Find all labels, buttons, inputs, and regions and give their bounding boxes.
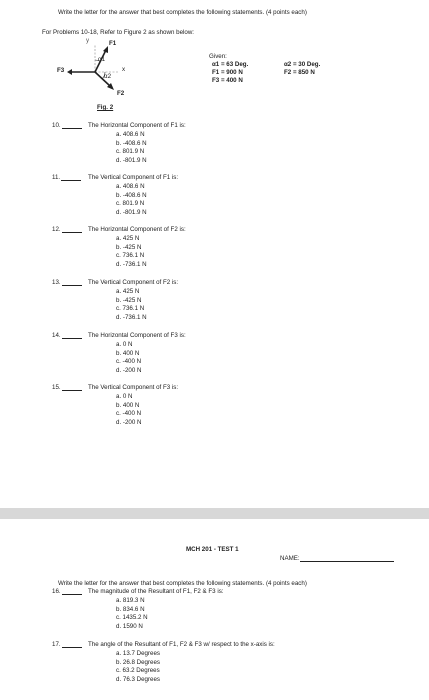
answer-blank[interactable] <box>62 226 82 233</box>
question-number: 17. <box>52 641 61 648</box>
question-text: The Vertical Component of F1 is: <box>88 174 179 181</box>
figure-caption: Fig. 2 <box>97 104 114 111</box>
test-header: MCH 201 - TEST 1 <box>186 546 239 553</box>
question-14 <box>52 332 312 378</box>
page2-instruction: Write the letter for the answer that best completes the following statements. (4 points each) <box>58 580 307 587</box>
option-c: c. 63.2 Degrees <box>116 667 160 674</box>
option-c: c. 1435.2 N <box>116 614 148 621</box>
question-number: 16. <box>52 588 61 595</box>
option-d: d. 1590 N <box>116 622 143 630</box>
answer-blank[interactable] <box>61 174 81 181</box>
answer-blank[interactable] <box>62 332 82 339</box>
option-a: a. 408.6 N <box>116 131 145 138</box>
f3-label: F3 <box>57 67 65 74</box>
question-text: The Horizontal Component of F1 is: <box>88 122 186 129</box>
option-b: b. -425 N <box>116 296 142 304</box>
y-axis-label: y <box>86 37 90 44</box>
question-10 <box>52 122 312 168</box>
question-text: The Vertical Component of F3 is: <box>88 384 179 391</box>
given-alpha2: α2 = 30 Deg. <box>284 61 321 68</box>
question-number: 14. <box>52 332 61 339</box>
question-17 <box>52 641 392 687</box>
given-f2: F2 = 850 N <box>284 69 315 76</box>
option-c: c. -400 N <box>116 410 142 417</box>
given-title: Given: <box>209 53 227 60</box>
figure-2 <box>55 38 155 106</box>
page-separator <box>0 508 429 519</box>
question-number: 10. <box>52 122 61 129</box>
option-a: a. 819.3 N <box>116 597 145 604</box>
answer-blank[interactable] <box>62 588 82 595</box>
option-b: b. -408.6 N <box>116 191 147 199</box>
option-c: c. 801.9 N <box>116 148 145 155</box>
question-text: The magnitude of the Resultant of F1, F2 & F3 is: <box>88 588 224 595</box>
answer-blank[interactable] <box>62 279 82 286</box>
f1-arrowhead <box>103 46 108 53</box>
question-number: 15. <box>52 384 61 391</box>
option-b: b. 834.6 N <box>116 605 145 613</box>
name-label: NAME: <box>280 555 300 562</box>
question-16 <box>52 588 352 634</box>
given-alpha1: α1 = 63 Deg. <box>212 61 249 68</box>
option-d: d. -200 N <box>116 418 142 426</box>
option-d: d. -801.9 N <box>116 208 147 216</box>
option-c: c. -400 N <box>116 358 142 365</box>
option-a: a. 0 N <box>116 341 133 348</box>
option-d: d. -736.1 N <box>116 260 147 268</box>
option-d: d. -736.1 N <box>116 313 147 321</box>
question-text: The Horizontal Component of F2 is: <box>88 226 186 233</box>
f3-arrowhead <box>67 69 72 75</box>
question-11 <box>52 174 312 220</box>
given-f1: F1 = 900 N <box>212 69 243 76</box>
alpha2-label: α2 <box>104 73 112 80</box>
option-d: d. 76.3 Degrees <box>116 675 161 683</box>
answer-blank[interactable] <box>62 641 82 648</box>
answer-blank[interactable] <box>62 122 82 129</box>
answer-blank[interactable] <box>62 384 82 391</box>
question-text: The angle of the Resultant of F1, F2 & F3 w/ respect to the x-axis is: <box>88 641 275 648</box>
option-c: c. 736.1 N <box>116 252 145 259</box>
question-12 <box>52 226 312 272</box>
page1-instruction: Write the letter for the answer that best completes the following statements. (4 points each) <box>58 9 307 16</box>
question-text: The Horizontal Component of F3 is: <box>88 332 186 339</box>
given-f3: F3 = 400 N <box>212 77 243 84</box>
question-number: 12. <box>52 226 61 233</box>
option-b: b. -408.6 N <box>116 139 147 147</box>
question-text: The Vertical Component of F2 is: <box>88 279 179 286</box>
option-d: d. -200 N <box>116 366 142 374</box>
option-b: b. -425 N <box>116 243 142 251</box>
option-a: a. 0 N <box>116 393 133 400</box>
question-number: 13. <box>52 279 61 286</box>
problems-intro: For Problems 10-18, Refer to Figure 2 as shown below: <box>42 29 195 36</box>
alpha1-label: α1 <box>98 56 106 63</box>
option-c: c. 736.1 N <box>116 305 145 312</box>
f1-label: F1 <box>109 40 117 47</box>
option-a: a. 408.6 N <box>116 183 145 190</box>
option-c: c. 801.9 N <box>116 200 145 207</box>
f2-label: F2 <box>117 90 125 97</box>
question-number: 11. <box>52 174 61 181</box>
option-b: b. 26.8 Degrees <box>116 658 161 666</box>
option-a: a. 425 N <box>116 288 140 295</box>
name-field[interactable] <box>300 561 394 562</box>
question-13 <box>52 279 312 325</box>
option-a: a. 425 N <box>116 235 140 242</box>
option-d: d. -801.9 N <box>116 156 147 164</box>
option-a: a. 13.7 Degrees <box>116 650 161 657</box>
x-axis-label: x <box>122 66 126 73</box>
option-b: b. 400 N <box>116 401 140 409</box>
option-b: b. 400 N <box>116 349 140 357</box>
force-diagram <box>55 38 155 106</box>
question-15 <box>52 384 312 430</box>
